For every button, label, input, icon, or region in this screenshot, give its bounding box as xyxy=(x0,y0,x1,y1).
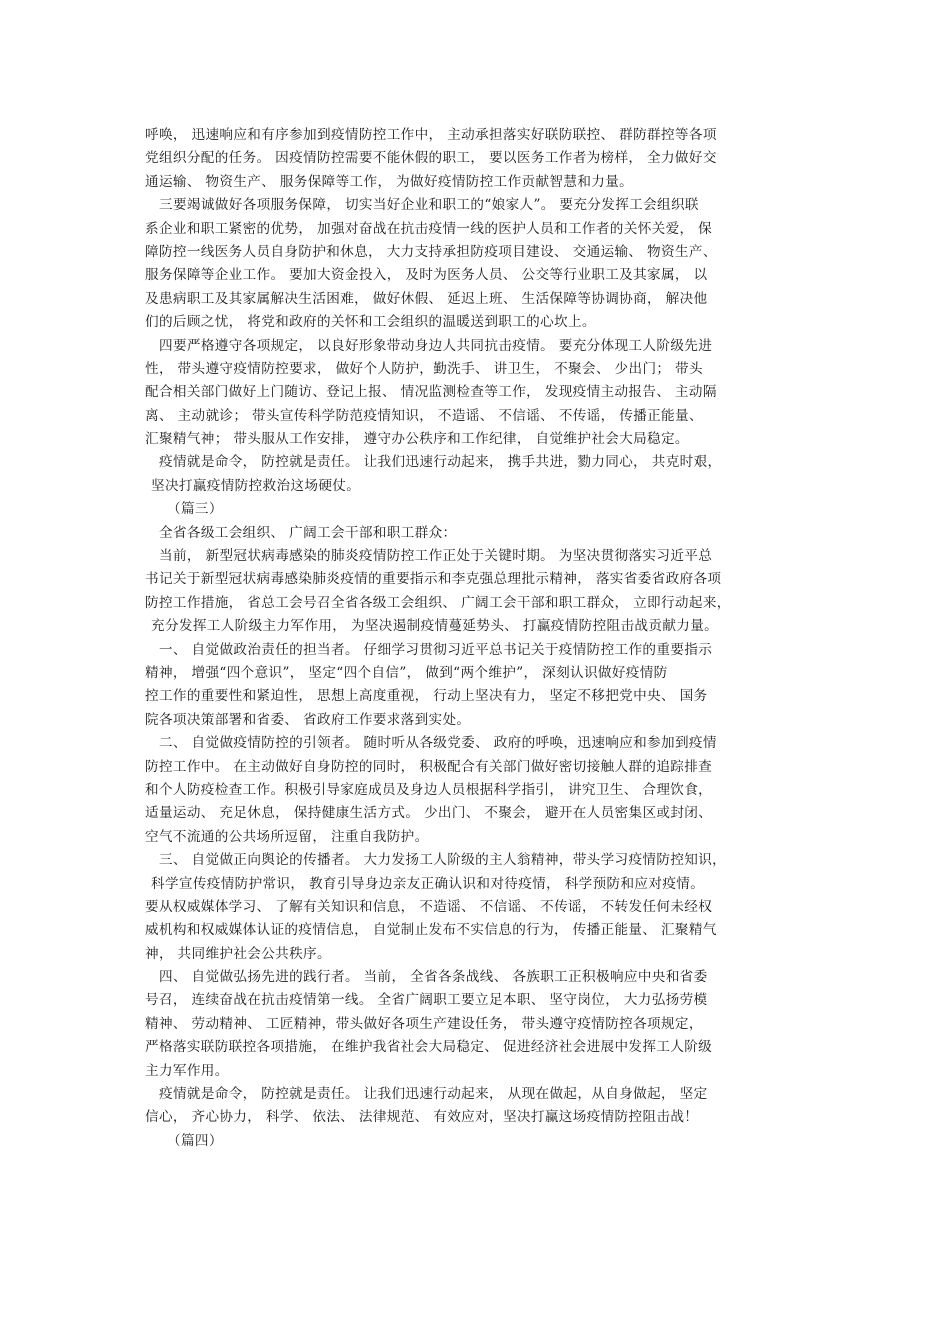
text-line: 空气不流通的公共场所逗留， 注重自我防护。 xyxy=(145,828,429,845)
text-line: 信心， 齐心协力， 科学、 依法、 法律规范、 有效应对，坚决打赢这场疫情防控阻击战！ xyxy=(145,1109,699,1126)
text-line: 四要严格遵守各项规定， 以良好形象带动身边人共同抗击疫情。 要充分体现工人阶级先进 xyxy=(159,337,713,354)
text-line: 及患病职工及其家属解决生活困难， 做好休假、 延迟上班、 生活保障等协调协商， 解决他 xyxy=(145,290,708,307)
text-line: 障防控一线医务人员自身防护和休息， 大力支持承担防疫项目建设、 交通运输、 物资生产、 xyxy=(145,243,717,260)
text-line: 服务保障等企业工作。 要加大资金投入， 及时为医务人员、 公交等行业职工及其家属， 以 xyxy=(145,267,708,284)
text-line: 号召， 连续奋战在抗击疫情第一线。 全省广阔职工要立足本职、 坚守岗位， 大力弘扬劳模 xyxy=(145,992,708,1009)
text-line: 书记关于新型冠状病毒感染肺炎疫情的重要指示和李克强总理批示精神， 落实省委省政府各项 xyxy=(145,571,722,588)
text-line: 呼唤， 迅速响应和有序参加到疫情防控工作中， 主动承担落实好联防联控、 群防群控等各项 xyxy=(145,127,717,143)
text-line: 院各项决策部署和省委、 省政府工作要求落到实处。 xyxy=(145,711,471,728)
text-line: 二、 自觉做疫情防控的引领者。 随时听从各级党委、 政府的呼唤，迅速响应和参加到疫情 xyxy=(159,735,717,752)
text-line: 控工作的重要性和紧迫性， 思想上高度重视， 行动上坚决有力， 坚定不移把党中央、 国务 xyxy=(145,688,708,705)
text-line: 疫情就是命令， 防控就是责任。 让我们迅速行动起来， 从现在做起，从自身做起， 坚定 xyxy=(159,1086,708,1103)
text-line: 严格落实联防联控各项措施， 在维护我省社会大局稳定、 促进经济社会进展中发挥工人阶级 xyxy=(145,1039,713,1056)
text-line: 配合相关部门做好上门随访、登记上报、 情况监测检查等工作， 发现疫情主动报告、 主动隔 xyxy=(145,384,717,401)
text-line: 离、 主动就诊； 带头宣传科学防范疫情知识， 不造谣、 不信谣、 不传谣， 传播正能量、 xyxy=(145,407,703,424)
text-line: 威机构和权威媒体认证的疫情信息， 自觉制止发布不实信息的行为， 传播正能量、 汇聚精气 xyxy=(145,922,717,939)
document-body xyxy=(145,124,813,1153)
text-line: 要从权威媒体学习、 了解有关知识和信息， 不造谣、 不信谣、 不传谣， 不转发任何未经权 xyxy=(145,898,713,915)
text-line: 精神， 增强“四个意识”， 坚定“四个自信”， 做到“两个维护”， 深刻认识做好疫情防 xyxy=(145,664,668,681)
text-line: 精神、 劳动精神、 工匠精神，带头做好各项生产建设任务， 带头遵守疫情防控各项规定， xyxy=(145,1015,703,1032)
text-line: 防控工作中。 在主动做好自身防控的同时， 积极配合有关部门做好密切接触人群的追踪排查 xyxy=(145,758,713,775)
text-line: 防控工作措施， 省总工会号召全省各级工会组织、 广阔工会干部和职工群众， 立即行动起来， xyxy=(145,594,731,611)
text-line: 三要竭诚做好各项服务保障， 切实当好企业和职工的“娘家人”。 要充分发挥工会组织联 xyxy=(159,197,699,214)
text-line: 适量运动、 充足休息， 保持健康生活方式。 少出门、 不聚会， 避开在人员密集区或封闭、 xyxy=(145,805,713,822)
text-line: 神， 共同维护社会公共秩序。 xyxy=(145,945,331,962)
section-heading: （篇三） xyxy=(167,501,223,518)
text-line: 性， 带头遵守疫情防控要求， 做好个人防护，勤洗手、 讲卫生， 不聚会、 少出门； 带头 xyxy=(145,360,703,377)
salutation: 全省各级工会组织、 广阔工会干部和职工群众： xyxy=(159,524,457,541)
text-line: 党组织分配的任务。 因疫情防控需要不能休假的职工， 要以医务工作者为榜样， 全力做好交 xyxy=(145,150,717,167)
text-line: 充分发挥工人阶级主力军作用， 为坚决遏制疫情蔓延势头、 打赢疫情防控阻击战贡献力量。 xyxy=(151,618,719,635)
text-line: 系企业和职工紧密的优势， 加强对奋战在抗击疫情一线的医护人员和工作者的关怀关爱， 保 xyxy=(145,220,713,237)
text-line: 汇聚精气神； 带头服从工作安排， 遵守办公秩序和工作纪律， 自觉维护社会大局稳定。 xyxy=(145,431,689,448)
text-line: 疫情就是命令， 防控就是责任。 让我们迅速行动起来， 携手共进，勠力同心， 共克时艰， xyxy=(159,454,722,471)
text-line: 们的后顾之忧， 将党和政府的关怀和工会组织的温暖送到职工的心坎上。 xyxy=(145,314,596,331)
text-line: 一、 自觉做政治责任的担当者。 仔细学习贯彻习近平总书记关于疫情防控工作的重要指示 xyxy=(159,641,713,658)
text-line: 主力军作用。 xyxy=(145,1062,229,1079)
text-line: 坚决打赢疫情防控救治这场硬仗。 xyxy=(151,477,361,494)
text-line: 通运输、 物资生产、 服务保障等工作， 为做好疫情防控工作贡献智慧和力量。 xyxy=(145,173,634,190)
text-line: 三、 自觉做正向舆论的传播者。 大力发扬工人阶级的主人翁精神，带头学习疫情防控知识， xyxy=(159,852,727,869)
text-line: 科学宣传疫情防护常识， 教育引导身边亲友正确认识和对待疫情， 科学预防和应对疫情。 xyxy=(151,875,705,892)
text-line: 四、 自觉做弘扬先进的践行者。 当前， 全省各条战线、 各族职工正积极响应中央和省委 xyxy=(159,969,708,986)
text-line: 当前， 新型冠状病毒感染的肺炎疫情防控工作正处于关键时期。 为坚决贯彻落实习近平总 xyxy=(159,548,713,565)
text-line: 和个人防疫检查工作。积极引导家庭成员及身边人员根据科学指引， 讲究卫生、 合理饮食， xyxy=(145,781,713,798)
section-heading: （篇四） xyxy=(167,1132,223,1149)
